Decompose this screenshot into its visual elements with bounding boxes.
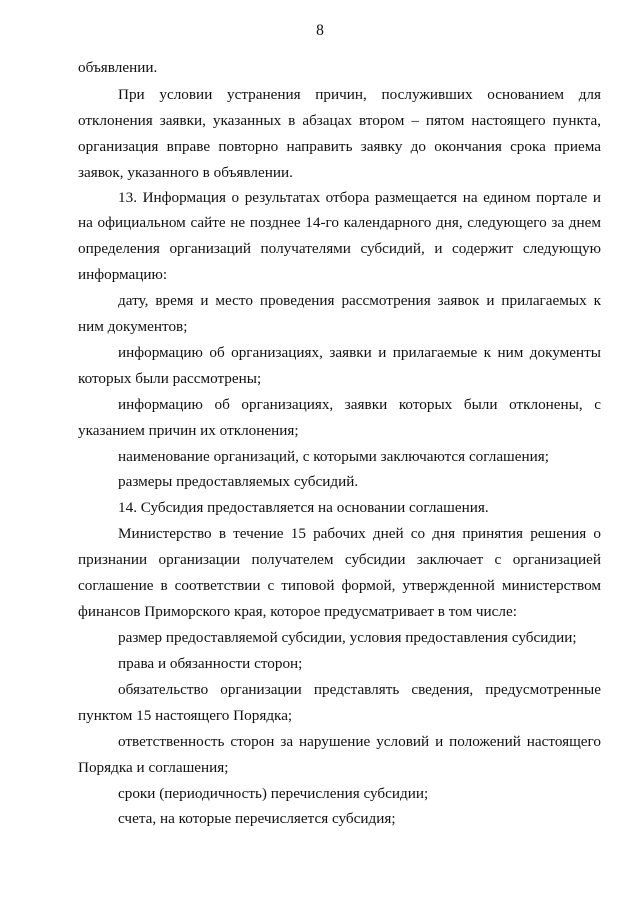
text-line: 13. Информация о результатах отбора размещается на едином портале и [118,189,601,206]
text-line: Порядка и соглашения; [78,759,229,776]
text-line: финансов Приморского края, которое предусматривает в том числе: [78,603,517,620]
text-line: размер предоставляемой субсидии, условия предоставления субсидии; [118,629,577,646]
text-line: которых были рассмотрены; [78,370,262,387]
text-line: определения организаций получателями субсидий, и содержит следующую [78,240,601,257]
text-line: объявлении. [78,59,158,76]
text-line: счета, на которые перечисляется субсидия; [118,810,396,827]
text-line: на официальном сайте не позднее 14-го календарного дня, следующего за днем [78,214,601,231]
text-line: ним документов; [78,318,188,335]
text-line: При условии устранения причин, послуживших основанием для [118,86,601,103]
page-number: 8 [316,22,324,39]
text-line: признании организации получателем субсидии заключает с организацией [78,551,601,568]
text-line: пунктом 15 настоящего Порядка; [78,707,293,724]
text-line: отклонения заявки, указанных в абзацах втором – пятом настоящего пункта, [78,112,601,129]
text-line: соглашение в соответствии с типовой формой, утвержденной министерством [78,577,601,594]
text-line: заявок, указанного в объявлении. [78,164,293,181]
text-line: информацию об организациях, заявки которых были отклонены, с [118,396,601,413]
text-line: ответственность сторон за нарушение условий и положений настоящего [118,733,601,750]
text-line: дату, время и место проведения рассмотрения заявок и прилагаемых к [118,292,601,309]
text-line: размеры предоставляемых субсидий. [118,473,359,490]
text-line: указанием причин их отклонения; [78,422,299,439]
text-line: сроки (периодичность) перечисления субсидии; [118,785,429,802]
text-line: информацию об организациях, заявки и прилагаемые к ним документы [118,344,601,361]
text-line: организация вправе повторно направить заявку до окончания срока приема [78,138,601,155]
text-line: Министерство в течение 15 рабочих дней со дня принятия решения о [118,525,601,542]
text-line: обязательство организации представлять сведения, предусмотренные [118,681,601,698]
text-line: информацию: [78,266,168,283]
text-line: наименование организаций, с которыми заключаются соглашения; [118,448,549,465]
text-line: 14. Субсидия предоставляется на основании соглашения. [118,499,489,516]
text-line: права и обязанности сторон; [118,655,303,672]
